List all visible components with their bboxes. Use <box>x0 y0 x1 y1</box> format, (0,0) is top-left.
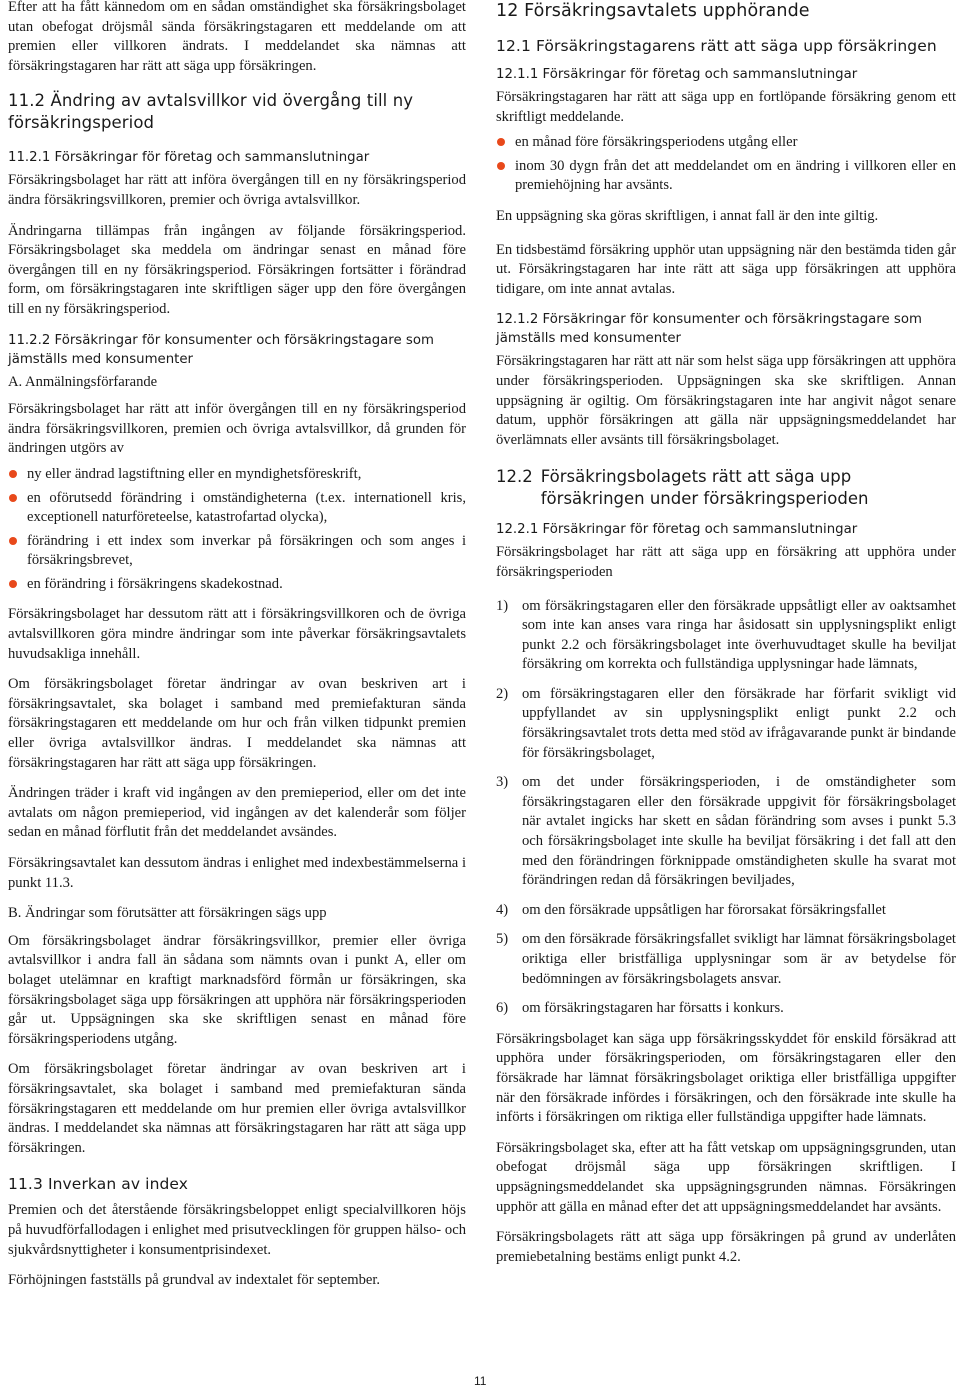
heading-11-2-2: 11.2.2 Försäkringar för konsumenter och försäkringstagare som jämställs med konsumenter <box>8 332 434 367</box>
heading-11-3: 11.3 Inverkan av index <box>8 1175 189 1194</box>
paragraph: Försäkringsbolagets rätt att säga upp försäkringen på grund av underlåten premiebetalning bestäms enligt punkt 4.2. <box>496 1229 956 1265</box>
list-item: 4) om den försäkrade uppsåtligen har förorsakat försäkringsfallet <box>496 901 886 918</box>
page-number: 11 <box>474 1374 487 1388</box>
heading-12-1-1: 12.1.1 Försäkringar för företag och sammanslutningar <box>496 67 858 82</box>
right-column <box>496 0 956 1278</box>
heading-11-2: 11.2 Ändring av avtalsvillkor vid övergång till ny försäkringsperiod <box>8 91 414 133</box>
heading-12-1: 12.1 Försäkringstagarens rätt att säga upp försäkringen <box>496 37 937 55</box>
heading-12-2 <box>496 466 956 510</box>
paragraph: Om försäkringsbolaget företar ändringar av ovan beskriven art i försäkringsavtalet, ska bolaget i samband med premiefakturan sända försäkringstagaren ett meddelande om hur premien eller övriga avtalsvillkor ändras. I meddelandet ska nämnas att försäkringstagaren har rätt att säga upp försäkringen. <box>8 1061 466 1156</box>
heading-12-1-2: 12.1.2 Försäkringar för konsumenter och försäkringstagare som jämställs med konsumenter <box>496 312 922 347</box>
paragraph: Om försäkringsbolaget ändrar försäkringsvillkor, premier eller övriga avtalsvillkor i andra fall än sådana som nämnts ovan i punkt A, eller om bolaget utelämnar en kraftigt marknadsförd förmån ur försäkringen, ska försäkringsbolaget säga upp försäkringen att upphöra när försäkringsperioden går ut. Uppsägningen ska ske skriftligen senast en månad före försäkringsperiodens utgång. <box>8 932 466 1047</box>
heading-12: 12 Försäkringsavtalets upphörande <box>496 1 810 21</box>
paragraph: Premien och det återstående försäkringsbeloppet enligt specialvillkoren höjs på huvudförfallodagen i enlighet med prisutvecklingen för gruppen hälso- och sjukvårdsnyttigheter i konsumentprisindexet. <box>8 1202 466 1258</box>
list-item: 2) om försäkringstagaren eller den försäkrade har förfarit svikligt vid uppfyllandet av sin upplysningsplikt enligt punkt 2.2 och försäkringsavtalet trots detta med stöd av ifrågavarande punkt är bindande för försäkringsbolaget, <box>496 685 956 761</box>
paragraph: Försäkringsbolaget har rätt att införa övergången till en ny försäkringsperiod ändra försäkringsvillkoren, premier och övriga avtalsvillkor. <box>8 172 466 208</box>
list-item: 1) om försäkringstagaren eller den försäkrade uppsåtligt eller av oaktsamhet som inte kan anses vara ringa har åsidosatt sin upplysningsplikt enligt punkt 2.2 och försäkringsbolaget inte överhuvudtaget skulle ha beviljat försäkring om korrekta och fullständiga upplysningar hade lämnats, <box>496 597 956 673</box>
paragraph: Försäkringsbolaget ska, efter att ha fått vetskap om uppsägningsgrunden, utan obefogat dröjsmål säga upp försäkringen skriftligen. I uppsägningsmeddelandet ska uppsägningsgrunden nämnas. Försäkringen upphör att gälla en månad efter det att uppsägningsmeddelandet har avsänts. <box>496 1139 956 1215</box>
bullet-icon <box>9 494 17 502</box>
list-item: en förändring i försäkringens skadekostnad. <box>8 575 466 595</box>
bullet-icon <box>9 470 17 478</box>
paragraph: Försäkringstagaren har rätt att när som helst säga upp försäkringen att upphöra under försäkringsperioden. Uppsägningen ska ske skriftligen. Annan uppsägning är ogiltig. Om försäkringstagaren inte har angivit något senare datum, upphör försäkringen att gälla när uppsägningsmeddelandet har överlämnats eller avsänts till försäkringsbolaget. <box>496 353 956 448</box>
paragraph: Försäkringsavtalet kan dessutom ändras i enlighet med indexbestämmelserna i punkt 11.3. <box>8 855 466 891</box>
bullet-icon <box>9 580 17 588</box>
paragraph: Förhöjningen fastställs på grundval av indextalet för september. <box>8 1272 381 1289</box>
left-column <box>8 0 466 1302</box>
list-item: en månad före försäkringsperiodens utgång eller <box>496 133 956 153</box>
heading-text: Försäkringsbolagets rätt att säga upp försäkringen under försäkringsperioden <box>540 467 869 509</box>
intro-paragraph: Efter att ha fått kännedom om en sådan omständighet ska försäkringsbolaget utan obefogat dröjsmål sända försäkringstagaren ett meddelande om att premien eller villkoren ändrats. I meddelandet ska nämnas att försäkringstagaren har rätt att säga upp försäkringen. <box>8 0 466 74</box>
heading-12-2-1: 12.2.1 Försäkringar för företag och sammanslutningar <box>496 522 858 538</box>
paragraph: En uppsägning ska göras skriftligen, i annat fall är den inte giltig. <box>496 207 879 224</box>
heading-number: 12.2 <box>496 467 533 487</box>
paragraph: Försäkringsbolaget har rätt att säga upp en försäkring att upphöra under försäkringsperioden <box>496 544 956 580</box>
bullet-icon <box>9 537 17 545</box>
paragraph: Försäkringstagaren har rätt att säga upp en fortlöpande försäkring genom ett skriftligt meddelande. <box>496 89 956 125</box>
subheading-b: B. Ändringar som förutsätter att försäkringen sägs upp <box>8 905 327 922</box>
paragraph: En tidsbestämd försäkring upphör utan uppsägning när den bestämda tiden går ut. Försäkringstagaren har inte rätt att säga upp försäkringen att upphöra tidigare, om inte annat avtalas. <box>496 241 956 297</box>
bullet-list <box>8 465 466 595</box>
list-item: ny eller ändrad lagstiftning eller en myndighetsföreskrift, <box>8 465 466 485</box>
heading-11-2-1: 11.2.1 Försäkringar för företag och sammanslutningar <box>8 150 370 166</box>
paragraph: Ändringen träder i kraft vid ingången av den premieperiod, eller om det inte avtalats om någon premieperiod, vid ingången av det kalenderår som följer sedan en månad förflutit från det meddelandet avsändes. <box>8 785 466 841</box>
paragraph: Försäkringsbolaget kan säga upp försäkringsskyddet för enskild försäkrad att upphöra under försäkringsperioden, om försäkringstagaren eller den försäkrade har lämnat försäkringsbolaget oriktiga eller bristfälliga uppgifter när den försäkrade infördes i försäkringen, och den försäkrade inte skulle ha införts i försäkringen om riktiga eller fullständiga uppgifter hade lämnats. <box>496 1030 956 1126</box>
paragraph: Försäkringsbolaget har dessutom rätt att i försäkringsvillkoren och de övriga avtalsvillkoren göra mindre ändringar som inte påverkar försäkringsavtalets huvudsakliga innehåll. <box>8 606 466 662</box>
list-item: en oförutsedd förändring i omständigheterna (t.ex. internationell kris, exceptionell naturföreteelse, katastrofartad olycka), <box>8 489 466 528</box>
list-item: förändring i ett index som inverkar på försäkringen och som anges i försäkringsbrevet, <box>8 532 466 571</box>
paragraph: Om försäkringsbolaget företar ändringar av ovan beskriven art i försäkringsavtalet, ska bolaget i samband med premiefakturan sända försäkringstagaren ett meddelande om hur och från vilken tidpunkt premien eller övriga avtalsvillkor ändras. I meddelandet ska nämnas att försäkringstagaren har rätt att säga upp försäkringen. <box>8 676 466 771</box>
subheading-a: A. Anmälningsförfarande <box>8 373 158 390</box>
bullet-icon <box>497 138 505 146</box>
list-item: 6) om försäkringstagaren har försatts i konkurs. <box>496 1000 784 1017</box>
list-item: 3) om det under försäkringsperioden, i de omständigheter som försäkringstagaren eller den försäkrade uppgivit för försäkringsbolaget när avtalet ingicks har skett en sådan förändring som avses i punkt 5.3 och försäkringsbolaget inte skulle ha beviljat försäkring i det fall att den med den förändringen förknippade omständigheten skulle ha svarat mot förändringen redan då försäkringen beviljades, <box>496 774 956 889</box>
paragraph: Försäkringsbolaget har rätt att inför övergången till en ny försäkringsperiod ändra försäkringsvillkoren, premien och övriga avtalsvillkor, då grunden för ändringen utgörs av <box>8 401 466 457</box>
list-item: 5) om den försäkrade försäkringsfallet svikligt har lämnat försäkringsbolaget oriktiga eller bristfälliga upplysningar som är av betydelse för bedömningen av försäkringsbolagets ansvar. <box>496 931 956 987</box>
bullet-icon <box>497 162 505 170</box>
paragraph: Ändringarna tillämpas från ingången av följande försäkringsperiod. Försäkringsbolaget ska meddela om ändringar senast en månad före övergången till en ny försäkringsperiod. Försäkringen fortsätter i förändrad form, om försäkringstagaren inte skriftligen säger upp den före övergången till en ny försäkringsperiod. <box>8 222 466 317</box>
list-item: inom 30 dygn från det att meddelandet om en ändring i villkoren eller en premiehöjning har avsänts. <box>496 157 956 196</box>
numbered-list <box>496 597 956 1019</box>
bullet-list <box>496 133 956 196</box>
